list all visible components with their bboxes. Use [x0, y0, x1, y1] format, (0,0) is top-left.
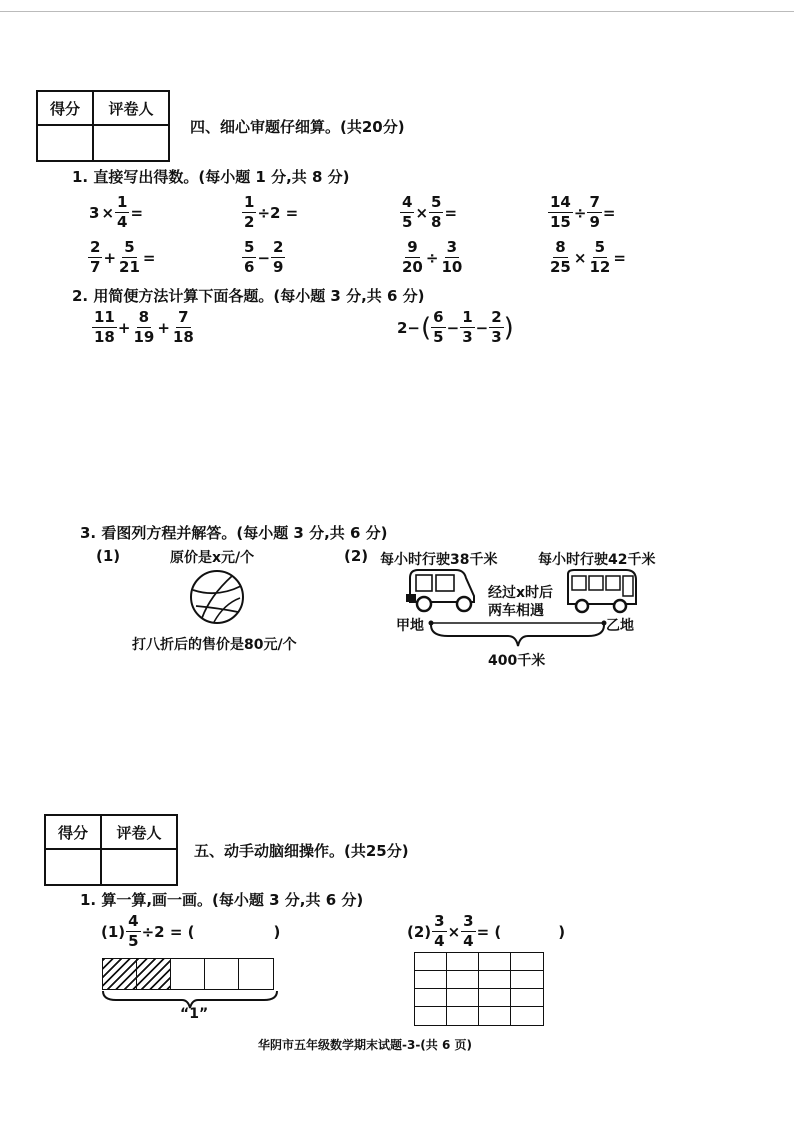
q3-part1-original-price: 原价是x元/个 — [170, 550, 255, 566]
score-cell[interactable] — [45, 849, 101, 885]
s5-q1-part1-bar — [102, 958, 274, 990]
score-box-section5 — [44, 814, 178, 886]
q1-item-5: $\frac{2}{7}$ + $\frac{5}{21}$ = — [90, 238, 156, 276]
q3-part2-label: (2) — [344, 547, 369, 565]
q3-part1-discount-price: 打八折后的售价是80元/个 — [132, 637, 297, 653]
q1-item-2: $\frac{1}{2}$ ÷2 = — [244, 193, 299, 231]
s5-q1-heading: 1. 算一算,画一画。(每小题 3 分,共 6 分) — [80, 891, 364, 909]
tricycle-car-icon — [404, 566, 484, 614]
score-header: 得分 — [37, 91, 93, 125]
q2-expression-2: 2− ( $\frac{6}{5}$ − $\frac{1}{3}$ − $\frac{2}{3}$ ) — [397, 308, 514, 346]
grader-cell[interactable] — [101, 849, 177, 885]
distance-brace — [428, 614, 608, 654]
q3-heading: 3. 看图列方程并解答。(每小题 3 分,共 6 分) — [80, 524, 388, 542]
q2-expression-1: $\frac{11}{18}$ + $\frac{8}{19}$ + $\frac{7}{18}$ — [94, 308, 194, 346]
q1-item-4: $\frac{14}{15}$ ÷ $\frac{7}{9}$ = — [550, 193, 616, 231]
q1-item-3: $\frac{4}{5}$ × $\frac{5}{8}$ = — [402, 193, 458, 231]
grader-header: 评卷人 — [93, 91, 169, 125]
score-header: 得分 — [45, 815, 101, 849]
q3-part2-meet-line2: 两车相遇 — [488, 603, 544, 619]
q3-part2-place-b: 乙地 — [606, 618, 634, 634]
section5-title: 五、动手动脑细操作。(共25分) — [194, 842, 409, 860]
s5-q1-part1-expression: (1) $\frac{4}{5}$ ÷2 = ( ) — [101, 912, 281, 950]
basketball-icon — [188, 568, 246, 626]
section4-title: 四、细心审题仔细算。(共20分) — [190, 118, 405, 136]
s5-q1-part2-expression: (2) $\frac{3}{4}$ × $\frac{3}{4}$ = ( ) — [407, 912, 566, 950]
q1-item-6: $\frac{5}{6}$ − $\frac{2}{9}$ — [244, 238, 284, 276]
grader-cell[interactable] — [93, 125, 169, 161]
q1-item-7: $\frac{9}{20}$ ÷ $\frac{3}{10}$ — [402, 238, 463, 276]
top-rule — [0, 11, 794, 12]
q1-heading: 1. 直接写出得数。(每小题 1 分,共 8 分) — [72, 168, 350, 186]
s5-q1-part1-unit: “1” — [180, 1006, 209, 1022]
grader-header: 评卷人 — [101, 815, 177, 849]
q3-part2-place-a: 甲地 — [396, 618, 424, 634]
bus-icon — [562, 566, 642, 614]
q1-item-8: $\frac{8}{25}$ × $\frac{5}{12}$ = — [550, 238, 626, 276]
q3-part2-right-speed: 每小时行驶42千米 — [538, 552, 656, 568]
q2-heading: 2. 用简便方法计算下面各题。(每小题 3 分,共 6 分) — [72, 287, 425, 305]
q3-part2-left-speed: 每小时行驶38千米 — [380, 552, 498, 568]
score-box-section4 — [36, 90, 170, 162]
q1-item-1: 3 × $\frac{1}{4}$ = — [89, 193, 144, 231]
q3-part1-label: (1) — [96, 547, 121, 565]
q3-part2-distance: 400千米 — [488, 653, 546, 669]
s5-q1-part2-grid — [414, 952, 544, 1026]
q3-part2-meet-line1: 经过x时后 — [488, 585, 554, 601]
score-cell[interactable] — [37, 125, 93, 161]
page-footer: 华阴市五年级数学期末试题-3-(共 6 页) — [258, 1038, 472, 1052]
